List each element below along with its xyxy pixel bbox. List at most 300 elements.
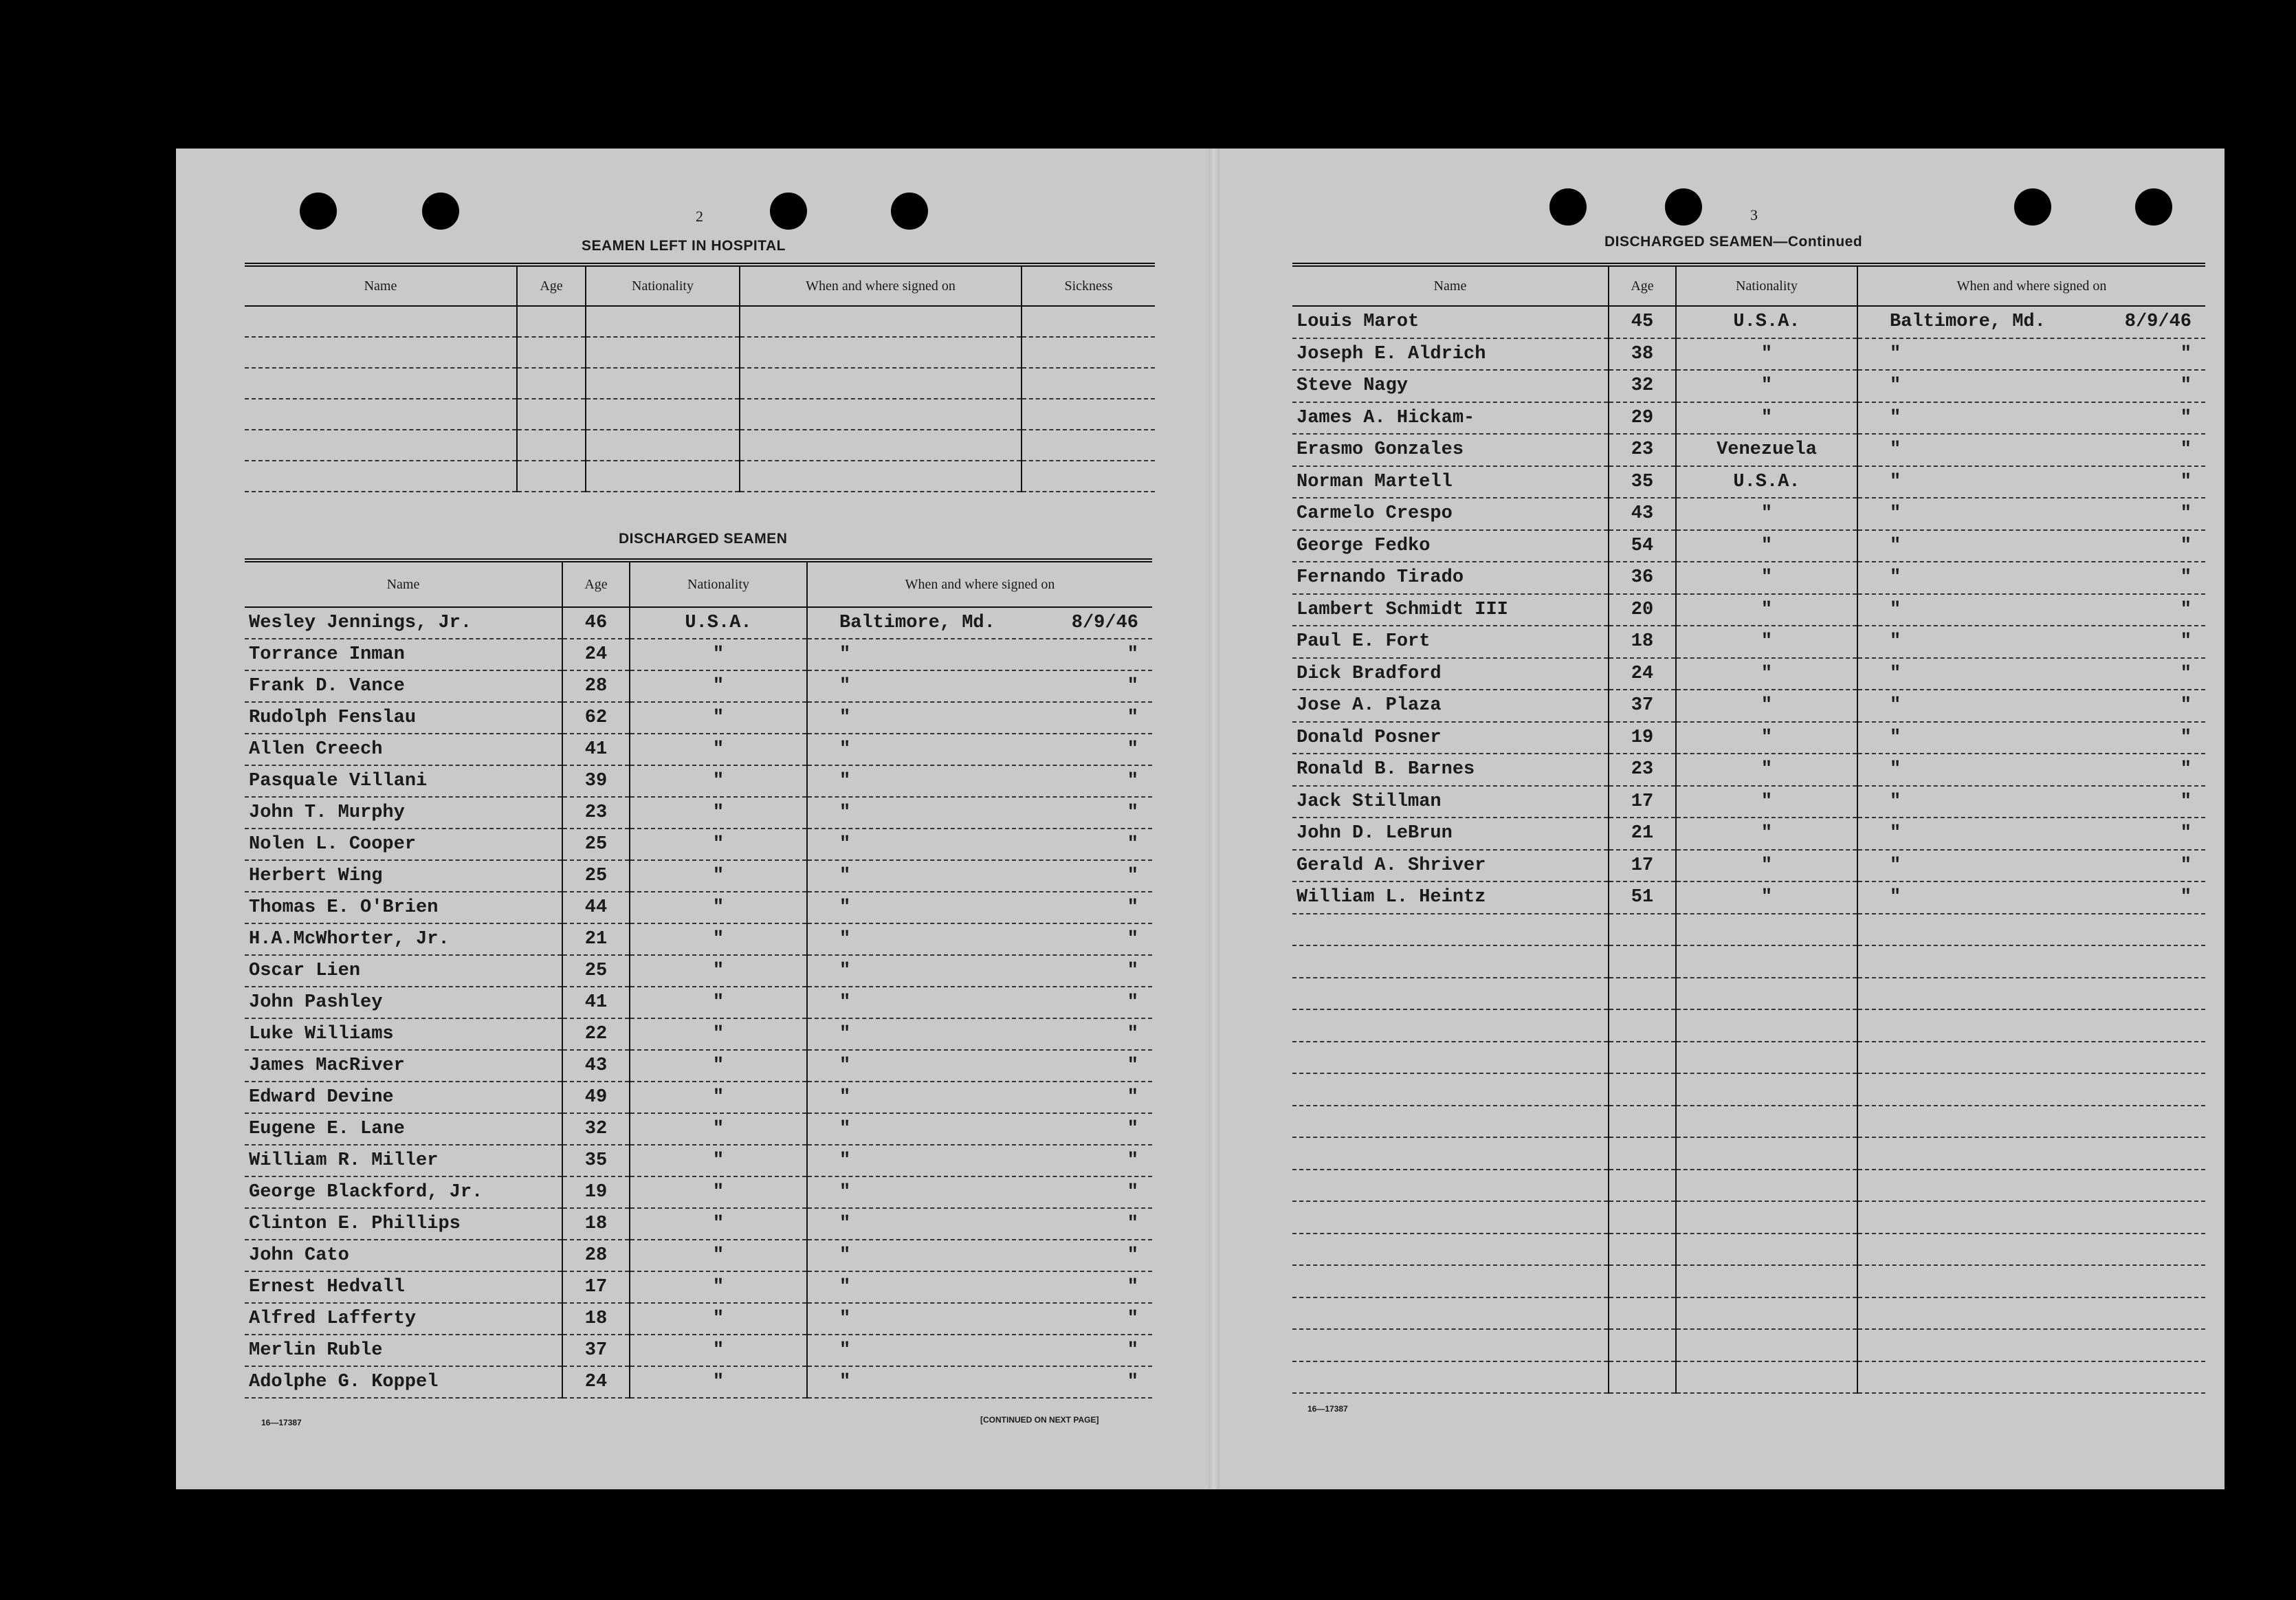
table-row xyxy=(245,430,1155,461)
signed-on-wrap xyxy=(812,929,1148,950)
empty-cell xyxy=(1857,945,2205,978)
table-row xyxy=(245,1240,1152,1271)
seaman-nationality: " xyxy=(1676,402,1857,435)
signed-on-date: " xyxy=(1127,1055,1138,1076)
seaman-nationality: " xyxy=(630,1018,807,1050)
seaman-name: Louis Marot xyxy=(1292,306,1609,338)
empty-cell xyxy=(1022,337,1155,368)
signed-on-date: " xyxy=(1127,676,1138,697)
seaman-age: 22 xyxy=(562,1018,630,1050)
seaman-name: Rudolph Fenslau xyxy=(245,702,562,734)
signed-on-date: " xyxy=(1127,897,1138,918)
empty-cell xyxy=(1857,914,2205,946)
signed-on-cell xyxy=(807,1082,1152,1113)
empty-cell xyxy=(1857,978,2205,1010)
seaman-nationality: " xyxy=(1676,370,1857,402)
signed-on-place: " xyxy=(1890,759,1901,780)
column-header: Age xyxy=(1609,265,1676,306)
seaman-age: 25 xyxy=(562,829,630,860)
empty-cell xyxy=(1676,1265,1857,1297)
empty-cell xyxy=(1609,945,1676,978)
seaman-name: Pasquale Villani xyxy=(245,765,562,797)
table-row xyxy=(1292,1170,2205,1202)
seaman-age: 35 xyxy=(562,1145,630,1176)
signed-on-date: " xyxy=(2180,823,2192,844)
signed-on-date: " xyxy=(2180,695,2192,716)
signed-on-date: " xyxy=(2180,855,2192,876)
signed-on-wrap xyxy=(1862,600,2201,620)
empty-cell xyxy=(1609,914,1676,946)
form-number: 16—17387 xyxy=(261,1418,302,1427)
table-row xyxy=(245,829,1152,860)
seaman-name: John D. LeBrun xyxy=(1292,818,1609,850)
table-row xyxy=(245,1176,1152,1208)
seaman-nationality: " xyxy=(1676,722,1857,754)
table-row xyxy=(1292,1009,2205,1042)
table-row xyxy=(245,670,1152,702)
signed-on-cell xyxy=(1857,530,2205,562)
section-title: DISCHARGED SEAMEN—Continued xyxy=(1604,234,1863,250)
table-row xyxy=(245,1366,1152,1398)
seaman-nationality: " xyxy=(630,1113,807,1145)
signed-on-date: " xyxy=(2180,727,2192,748)
empty-cell xyxy=(1676,1106,1857,1138)
seaman-nationality: " xyxy=(630,670,807,702)
column-header: Nationality xyxy=(586,265,740,306)
seaman-nationality: " xyxy=(630,1082,807,1113)
table-row xyxy=(1292,722,2205,754)
empty-cell xyxy=(245,306,517,337)
signed-on-date: " xyxy=(2180,439,2192,461)
table-row xyxy=(245,306,1155,337)
seaman-nationality: U.S.A. xyxy=(630,607,807,639)
empty-cell xyxy=(740,430,1022,461)
seaman-age: 24 xyxy=(1609,658,1676,690)
signed-on-cell xyxy=(807,987,1152,1018)
seaman-name: James A. Hickam- xyxy=(1292,402,1609,435)
seaman-nationality: " xyxy=(630,1335,807,1366)
document-sheet xyxy=(176,149,2225,1489)
empty-cell xyxy=(1609,1073,1676,1106)
column-header: Nationality xyxy=(630,560,807,607)
column-header: Name xyxy=(245,265,517,306)
signed-on-cell xyxy=(807,923,1152,955)
signed-on-date: " xyxy=(1127,929,1138,950)
empty-cell xyxy=(1676,978,1857,1010)
seaman-name: Clinton E. Phillips xyxy=(245,1208,562,1240)
table-row xyxy=(245,337,1155,368)
table-row xyxy=(245,734,1152,765)
empty-cell xyxy=(1292,1106,1609,1138)
empty-cell xyxy=(1022,399,1155,430)
table-row xyxy=(1292,658,2205,690)
signed-on-cell xyxy=(807,1018,1152,1050)
signed-on-cell xyxy=(1857,466,2205,498)
seaman-name: John Cato xyxy=(245,1240,562,1271)
empty-cell xyxy=(1857,1009,2205,1042)
seaman-name: Oscar Lien xyxy=(245,955,562,987)
table-row xyxy=(245,399,1155,430)
seaman-age: 19 xyxy=(1609,722,1676,754)
signed-on-cell xyxy=(1857,850,2205,882)
seaman-name: Eugene E. Lane xyxy=(245,1113,562,1145)
signed-on-place: " xyxy=(1890,887,1901,908)
seaman-nationality: " xyxy=(1676,881,1857,914)
empty-cell xyxy=(517,461,586,492)
table-row xyxy=(245,1271,1152,1303)
seaman-nationality: " xyxy=(630,734,807,765)
empty-cell xyxy=(1676,1009,1857,1042)
column-header: When and where signed on xyxy=(807,560,1152,607)
signed-on-cell xyxy=(1857,658,2205,690)
table-row xyxy=(1292,594,2205,626)
signed-on-wrap xyxy=(1862,311,2201,332)
signed-on-wrap xyxy=(1862,503,2201,524)
seaman-name: William L. Heintz xyxy=(1292,881,1609,914)
left-page xyxy=(176,149,1207,1489)
seaman-nationality: " xyxy=(630,1303,807,1335)
signed-on-place: " xyxy=(839,676,851,697)
signed-on-place: " xyxy=(839,771,851,791)
table-row xyxy=(245,368,1155,399)
table-row xyxy=(1292,466,2205,498)
empty-cell xyxy=(1292,1137,1609,1170)
seaman-nationality: U.S.A. xyxy=(1676,306,1857,338)
signed-on-date: " xyxy=(1127,1214,1138,1234)
seaman-age: 21 xyxy=(1609,818,1676,850)
table-row xyxy=(1292,1201,2205,1234)
empty-cell xyxy=(1857,1361,2205,1394)
seaman-age: 32 xyxy=(1609,370,1676,402)
hospital-table xyxy=(245,263,1155,492)
seaman-age: 17 xyxy=(1609,850,1676,882)
signed-on-place: " xyxy=(839,1214,851,1234)
empty-cell xyxy=(586,461,740,492)
table-row xyxy=(1292,306,2205,338)
signed-on-wrap xyxy=(812,1340,1148,1361)
punch-hole xyxy=(770,193,807,230)
empty-cell xyxy=(1022,430,1155,461)
seaman-name: H.A.McWhorter, Jr. xyxy=(245,923,562,955)
signed-on-wrap xyxy=(812,897,1148,918)
signed-on-date: " xyxy=(1127,992,1138,1013)
signed-on-wrap xyxy=(812,961,1148,981)
table-row xyxy=(1292,1137,2205,1170)
signed-on-place: " xyxy=(839,1087,851,1108)
signed-on-place: " xyxy=(839,897,851,918)
signed-on-wrap xyxy=(812,739,1148,760)
signed-on-date: " xyxy=(1127,961,1138,981)
table-row xyxy=(245,607,1152,639)
seaman-nationality: " xyxy=(630,797,807,829)
seaman-name: Frank D. Vance xyxy=(245,670,562,702)
signed-on-wrap xyxy=(812,834,1148,855)
empty-cell xyxy=(517,430,586,461)
seaman-name: Herbert Wing xyxy=(245,860,562,892)
discharged-continued-table xyxy=(1292,263,2205,1394)
empty-cell xyxy=(1676,1042,1857,1074)
seaman-age: 19 xyxy=(562,1176,630,1208)
seaman-age: 25 xyxy=(562,955,630,987)
signed-on-date: " xyxy=(2180,503,2192,525)
seaman-name: James MacRiver xyxy=(245,1050,562,1082)
signed-on-date: " xyxy=(1127,1182,1138,1203)
empty-cell xyxy=(586,368,740,399)
seaman-age: 17 xyxy=(1609,786,1676,818)
signed-on-wrap xyxy=(812,1055,1148,1076)
seaman-name: Alfred Lafferty xyxy=(245,1303,562,1335)
signed-on-place: " xyxy=(1890,695,1901,716)
table-row xyxy=(1292,1042,2205,1074)
signed-on-cell xyxy=(1857,881,2205,914)
seaman-name: Dick Bradford xyxy=(1292,658,1609,690)
seaman-age: 41 xyxy=(562,987,630,1018)
empty-cell xyxy=(1609,1297,1676,1330)
table-row xyxy=(1292,1073,2205,1106)
signed-on-wrap xyxy=(812,644,1148,665)
seaman-nationality: " xyxy=(630,829,807,860)
seaman-name: Fernando Tirado xyxy=(1292,562,1609,594)
empty-cell xyxy=(1857,1106,2205,1138)
signed-on-place: " xyxy=(1890,343,1901,364)
empty-cell xyxy=(1857,1042,2205,1074)
signed-on-place: " xyxy=(1890,375,1901,397)
empty-cell xyxy=(1857,1170,2205,1202)
seaman-age: 18 xyxy=(562,1303,630,1335)
seaman-nationality: " xyxy=(630,1208,807,1240)
seaman-nationality: " xyxy=(1676,562,1857,594)
table-row xyxy=(245,765,1152,797)
signed-on-wrap xyxy=(1862,567,2201,588)
table-row xyxy=(245,955,1152,987)
page-fold xyxy=(1208,149,1219,1489)
seaman-age: 36 xyxy=(1609,562,1676,594)
seaman-nationality: " xyxy=(630,1271,807,1303)
signed-on-place: " xyxy=(1890,855,1901,876)
signed-on-date: " xyxy=(1127,708,1138,728)
signed-on-cell xyxy=(1857,594,2205,626)
seaman-name: Jack Stillman xyxy=(1292,786,1609,818)
empty-cell xyxy=(1292,1234,1609,1266)
column-header: Age xyxy=(562,560,630,607)
seaman-nationality: " xyxy=(630,987,807,1018)
table-row xyxy=(245,1113,1152,1145)
seaman-nationality: Venezuela xyxy=(1676,434,1857,466)
seaman-name: Jose A. Plaza xyxy=(1292,690,1609,722)
seaman-age: 23 xyxy=(1609,754,1676,786)
seaman-age: 24 xyxy=(562,1366,630,1398)
table-row xyxy=(245,860,1152,892)
seaman-name: Nolen L. Cooper xyxy=(245,829,562,860)
signed-on-place: " xyxy=(839,961,851,981)
signed-on-wrap xyxy=(812,1372,1148,1392)
signed-on-cell xyxy=(1857,434,2205,466)
signed-on-date: " xyxy=(2180,887,2192,908)
signed-on-cell xyxy=(807,1335,1152,1366)
column-header: Name xyxy=(1292,265,1609,306)
seaman-age: 37 xyxy=(562,1335,630,1366)
signed-on-date: " xyxy=(1127,1087,1138,1108)
empty-cell xyxy=(1609,1265,1676,1297)
empty-cell xyxy=(1609,1042,1676,1074)
column-header: Age xyxy=(517,265,586,306)
empty-cell xyxy=(517,368,586,399)
empty-cell xyxy=(1609,1170,1676,1202)
empty-cell xyxy=(1022,461,1155,492)
signed-on-cell xyxy=(807,955,1152,987)
seaman-name: George Blackford, Jr. xyxy=(245,1176,562,1208)
seaman-age: 23 xyxy=(1609,434,1676,466)
signed-on-place: " xyxy=(1890,663,1901,684)
empty-cell xyxy=(740,461,1022,492)
signed-on-wrap xyxy=(1862,664,2201,684)
signed-on-place: " xyxy=(1890,439,1901,461)
column-header: When and where signed on xyxy=(740,265,1022,306)
empty-cell xyxy=(1292,1329,1609,1361)
table-row xyxy=(1292,370,2205,402)
seaman-name: Lambert Schmidt III xyxy=(1292,594,1609,626)
seaman-age: 41 xyxy=(562,734,630,765)
seaman-name: George Fedko xyxy=(1292,530,1609,562)
table-row xyxy=(1292,530,2205,562)
seaman-name: Gerald A. Shriver xyxy=(1292,850,1609,882)
empty-cell xyxy=(1676,1329,1857,1361)
seaman-nationality: " xyxy=(630,1145,807,1176)
column-header: Sickness xyxy=(1022,265,1155,306)
seaman-age: 43 xyxy=(562,1050,630,1082)
seaman-nationality: " xyxy=(630,639,807,670)
seaman-nationality: " xyxy=(630,923,807,955)
signed-on-date: " xyxy=(1127,1245,1138,1266)
seaman-age: 28 xyxy=(562,670,630,702)
signed-on-date: " xyxy=(1127,1150,1138,1171)
empty-cell xyxy=(1609,1361,1676,1394)
signed-on-place: " xyxy=(839,1340,851,1361)
table-row xyxy=(1292,818,2205,850)
signed-on-place: " xyxy=(839,708,851,728)
table-row xyxy=(245,923,1152,955)
table-row xyxy=(1292,402,2205,435)
seaman-nationality: " xyxy=(1676,626,1857,658)
table-row xyxy=(245,639,1152,670)
empty-cell xyxy=(1292,945,1609,978)
seaman-name: Erasmo Gonzales xyxy=(1292,434,1609,466)
seaman-name: Donald Posner xyxy=(1292,722,1609,754)
seaman-name: Joseph E. Aldrich xyxy=(1292,338,1609,371)
seaman-nationality: " xyxy=(630,765,807,797)
table-row xyxy=(1292,850,2205,882)
signed-on-place: " xyxy=(839,1024,851,1044)
punch-hole xyxy=(1549,188,1587,226)
signed-on-date: " xyxy=(1127,1308,1138,1329)
seaman-name: Ernest Hedvall xyxy=(245,1271,562,1303)
signed-on-cell xyxy=(1857,498,2205,530)
signed-on-cell xyxy=(807,702,1152,734)
empty-cell xyxy=(1857,1297,2205,1330)
seaman-age: 21 xyxy=(562,923,630,955)
table-row xyxy=(245,1335,1152,1366)
seaman-name: William R. Miller xyxy=(245,1145,562,1176)
seaman-nationality: " xyxy=(630,1050,807,1082)
seaman-nationality: " xyxy=(1676,754,1857,786)
signed-on-cell xyxy=(1857,626,2205,658)
punch-hole xyxy=(300,193,337,230)
signed-on-place: " xyxy=(839,1277,851,1297)
table-row xyxy=(1292,1265,2205,1297)
seaman-age: 29 xyxy=(1609,402,1676,435)
signed-on-date: " xyxy=(2180,791,2192,812)
table-row xyxy=(1292,498,2205,530)
seaman-name: Allen Creech xyxy=(245,734,562,765)
table-row xyxy=(245,892,1152,923)
seaman-name: Edward Devine xyxy=(245,1082,562,1113)
empty-cell xyxy=(586,399,740,430)
seaman-nationality: " xyxy=(1676,690,1857,722)
signed-on-cell xyxy=(807,1271,1152,1303)
punch-hole xyxy=(2135,188,2172,226)
signed-on-cell xyxy=(1857,786,2205,818)
signed-on-cell xyxy=(1857,338,2205,371)
signed-on-date: " xyxy=(2180,343,2192,364)
empty-cell xyxy=(740,399,1022,430)
seaman-name: Steve Nagy xyxy=(1292,370,1609,402)
signed-on-date: " xyxy=(1127,1024,1138,1044)
signed-on-date: " xyxy=(2180,599,2192,620)
empty-cell xyxy=(1292,1170,1609,1202)
signed-on-cell xyxy=(807,829,1152,860)
signed-on-place: " xyxy=(839,1182,851,1203)
empty-cell xyxy=(1676,1137,1857,1170)
signed-on-place: " xyxy=(1890,823,1901,844)
signed-on-date: " xyxy=(2180,567,2192,589)
signed-on-cell xyxy=(1857,754,2205,786)
signed-on-date: " xyxy=(1127,771,1138,791)
signed-on-date: " xyxy=(1127,1277,1138,1297)
signed-on-wrap xyxy=(812,1308,1148,1329)
empty-cell xyxy=(1292,914,1609,946)
empty-cell xyxy=(245,368,517,399)
signed-on-wrap xyxy=(812,1150,1148,1171)
seaman-age: 18 xyxy=(1609,626,1676,658)
signed-on-wrap xyxy=(812,866,1148,886)
signed-on-wrap xyxy=(1862,727,2201,748)
empty-cell xyxy=(1292,1361,1609,1394)
table-row xyxy=(245,1018,1152,1050)
empty-cell xyxy=(1676,945,1857,978)
seaman-nationality: " xyxy=(1676,498,1857,530)
table-row xyxy=(1292,1361,2205,1394)
signed-on-place: " xyxy=(839,1245,851,1266)
empty-cell xyxy=(1857,1234,2205,1266)
signed-on-place: " xyxy=(839,1150,851,1171)
table-row xyxy=(245,461,1155,492)
seaman-age: 20 xyxy=(1609,594,1676,626)
signed-on-wrap xyxy=(1862,855,2201,876)
signed-on-cell xyxy=(807,765,1152,797)
signed-on-place: " xyxy=(839,992,851,1013)
seaman-age: 35 xyxy=(1609,466,1676,498)
seaman-nationality: " xyxy=(630,892,807,923)
seaman-nationality: " xyxy=(1676,594,1857,626)
table-row xyxy=(1292,914,2205,946)
signed-on-place: " xyxy=(839,644,851,665)
signed-on-wrap xyxy=(1862,695,2201,716)
seaman-nationality: " xyxy=(630,955,807,987)
seaman-age: 44 xyxy=(562,892,630,923)
column-header: When and where signed on xyxy=(1857,265,2205,306)
signed-on-cell xyxy=(807,1303,1152,1335)
signed-on-wrap xyxy=(812,1182,1148,1203)
